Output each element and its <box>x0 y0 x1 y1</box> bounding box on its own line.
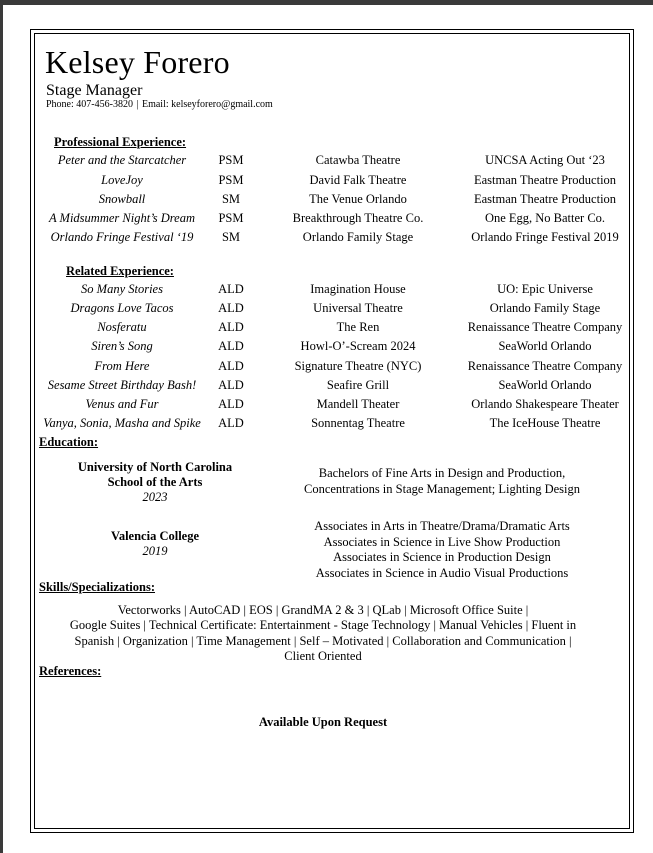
show-title: Venus and Fur <box>85 397 159 411</box>
show-title: From Here <box>94 359 150 373</box>
show-title: LoveJoy <box>101 173 143 187</box>
graduation-year: 2019 <box>142 544 168 558</box>
degree-line: Associates in Science in Audio Visual Productions <box>315 565 569 580</box>
position: SM <box>221 192 241 206</box>
table-row <box>3 151 653 169</box>
skills-list <box>55 603 591 664</box>
company: Eastman Theatre Production <box>473 173 617 187</box>
position: ALD <box>218 416 244 430</box>
position: SM <box>221 230 241 244</box>
table-row <box>3 414 653 432</box>
company: UO: Epic Universe <box>497 282 593 296</box>
skills-line: Google Suites | Technical Certificate: Entertainment - Stage Technology | Manual Vehicles | Fluent in <box>69 618 577 633</box>
references-heading: References: <box>39 664 102 678</box>
skills-line: Vectorworks | AutoCAD | EOS | GrandMA 2 & 3 | QLab | Microsoft Office Suite | <box>117 603 529 617</box>
company: SeaWorld Orlando <box>498 378 592 392</box>
venue: Orlando Family Stage <box>302 230 414 244</box>
candidate-name: Kelsey Forero <box>45 44 230 80</box>
position: ALD <box>218 397 244 411</box>
venue: The Ren <box>336 320 380 334</box>
graduation-year: 2023 <box>142 490 168 504</box>
venue: Universal Theatre <box>313 301 403 315</box>
school-name: University of North Carolina <box>77 460 233 474</box>
company: SeaWorld Orlando <box>498 339 592 353</box>
school-name: Valencia College <box>110 529 200 543</box>
venue: Mandell Theater <box>316 397 400 411</box>
table-row <box>3 357 653 375</box>
company: The IceHouse Theatre <box>489 416 601 430</box>
show-title: A Midsummer Night’s Dream <box>49 211 195 225</box>
degree-line: Associates in Arts in Theatre/Drama/Dramatic Arts <box>314 519 570 533</box>
degree-line: Bachelors of Fine Arts in Design and Production, <box>318 466 566 480</box>
position: ALD <box>218 359 244 373</box>
table-row <box>3 395 653 413</box>
skills-line: Spanish | Organization | Time Management | Self – Motivated | Collaboration and Communication | <box>74 633 572 648</box>
position: PSM <box>218 173 244 187</box>
table-row <box>3 318 653 336</box>
position: ALD <box>218 282 244 296</box>
table-row <box>3 209 653 227</box>
resume-page <box>3 5 653 853</box>
table-row <box>3 228 653 246</box>
show-title: So Many Stories <box>81 282 163 296</box>
venue: Imagination House <box>310 282 406 296</box>
venue: The Venue Orlando <box>309 192 407 206</box>
email-text: Email: kelseyforero@gmail.com <box>141 99 273 110</box>
position: ALD <box>218 301 244 315</box>
degree-line: Associates in Science in Live Show Production <box>323 534 561 549</box>
show-title: Orlando Fringe Festival ‘19 <box>50 230 194 244</box>
show-title: Siren’s Song <box>91 339 153 353</box>
company: One Egg, No Batter Co. <box>484 211 606 225</box>
show-title: Sesame Street Birthday Bash! <box>47 378 197 392</box>
skills-line: Client Oriented <box>284 648 362 663</box>
education-degrees-valencia <box>282 519 602 581</box>
references-note: Available Upon Request <box>258 715 388 729</box>
related-experience-heading: Related Experience: <box>66 264 174 278</box>
venue: Sonnentag Theatre <box>311 416 405 430</box>
education-heading: Education: <box>39 435 99 449</box>
skills-heading: Skills/Specializations: <box>39 580 155 594</box>
education-school-valencia <box>65 529 245 559</box>
degree-line: Associates in Science in Production Design <box>333 550 551 564</box>
contact-separator: | <box>136 99 139 110</box>
show-title: Nosferatu <box>97 320 147 334</box>
position: PSM <box>218 153 244 167</box>
position: ALD <box>218 378 244 392</box>
show-title: Vanya, Sonia, Masha and Spike <box>43 416 201 430</box>
table-row <box>3 171 653 189</box>
venue: Seafire Grill <box>326 378 390 392</box>
venue: Howl-O’-Scream 2024 <box>300 339 416 353</box>
position: ALD <box>218 320 244 334</box>
show-title: Snowball <box>98 192 146 206</box>
education-degrees-unc <box>282 466 602 497</box>
table-row <box>3 299 653 317</box>
phone-text: Phone: 407-456-3820 <box>46 99 133 110</box>
show-title: Dragons Love Tacos <box>70 301 174 315</box>
company: Orlando Shakespeare Theater <box>471 397 619 411</box>
company: Eastman Theatre Production <box>473 192 617 206</box>
table-row <box>3 280 653 298</box>
position: ALD <box>218 339 244 353</box>
degree-line: Concentrations in Stage Management; Lighting Design <box>304 481 580 496</box>
table-row <box>3 337 653 355</box>
candidate-role: Stage Manager <box>46 82 143 99</box>
table-row <box>3 190 653 208</box>
venue: Catawba Theatre <box>315 153 401 167</box>
show-title: Peter and the Starcatcher <box>57 153 187 167</box>
venue: Signature Theatre (NYC) <box>294 359 422 373</box>
company: Renaissance Theatre Company <box>467 359 623 373</box>
company: Orlando Family Stage <box>489 301 601 315</box>
professional-experience-heading: Professional Experience: <box>54 135 187 149</box>
education-school-unc <box>65 460 245 505</box>
venue: David Falk Theatre <box>309 173 407 187</box>
venue: Breakthrough Theatre Co. <box>292 211 424 225</box>
position: PSM <box>218 211 244 225</box>
company: Renaissance Theatre Company <box>467 320 623 334</box>
company: UNCSA Acting Out ‘23 <box>485 153 605 167</box>
school-name-line2: School of the Arts <box>107 475 203 489</box>
company: Orlando Fringe Festival 2019 <box>471 230 619 244</box>
table-row <box>3 376 653 394</box>
contact-line <box>46 99 273 111</box>
